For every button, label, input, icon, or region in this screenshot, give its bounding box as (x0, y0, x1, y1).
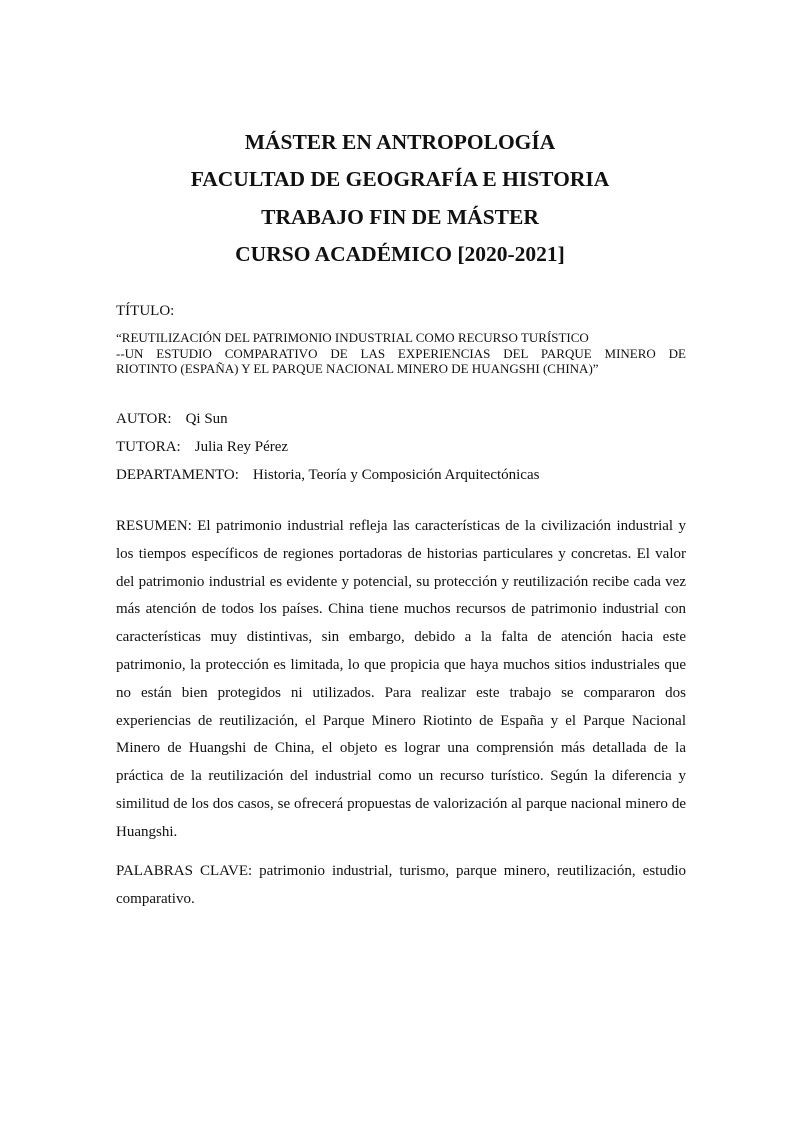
header-work-type: TRABAJO FIN DE MÁSTER (261, 204, 539, 229)
tutor-label: TUTORA: (116, 439, 181, 455)
department-label: DEPARTAMENTO: (116, 467, 239, 483)
header-academic-year: CURSO ACADÉMICO [2020-2021] (235, 241, 565, 266)
department-row (116, 467, 686, 484)
tutor-row (116, 439, 686, 456)
author-row (116, 411, 686, 428)
department-name: Historia, Teoría y Composición Arquitectónicas (252, 467, 540, 483)
thesis-title-line-1: “REUTILIZACIÓN DEL PATRIMONIO INDUSTRIAL COMO RECURSO TURÍSTICO (116, 330, 589, 345)
header-program: MÁSTER EN ANTROPOLOGÍA (244, 130, 556, 154)
author-name: Qi Sun (185, 411, 228, 427)
header-faculty: FACULTAD DE GEOGRAFÍA E HISTORIA (190, 167, 610, 192)
thesis-title-line-2: --UN ESTUDIO COMPARATIVO DE LAS EXPERIENCIAS DEL PARQUE MINERO DE (116, 345, 686, 361)
thesis-title-line-3: RIOTINTO (ESPAÑA) Y EL PARQUE NACIONAL MINERO DE HUANGSHI (CHINA)” (116, 361, 599, 376)
thesis-title (116, 330, 686, 377)
document-header (0, 124, 800, 273)
tutor-name: Julia Rey Pérez (194, 439, 289, 455)
author-label: AUTOR: (116, 411, 172, 427)
keywords-paragraph: PALABRAS CLAVE: patrimonio industrial, turismo, parque minero, reutilización, estudio comparativo. (116, 863, 686, 907)
title-label: TÍTULO: (116, 303, 175, 319)
summary-paragraph: RESUMEN: El patrimonio industrial refleja las características de la civilización industrial y los tiempos específicos de regiones portadoras de historias particulares y concretas. El valor del patrimonio industrial es evidente y potencial, su protección y reutilización recibe cada vez más atención de todos los países. China tiene muchos recursos de patrimonio industrial con características muy distintivas, sin embargo, debido a la falta de atención hacia este patrimonio, la protección es limitada, lo que propicia que haya muchos sitios industriales que no están bien protegidos ni utilizados. Para realizar este trabajo se compararon dos experiencias de reutilización, el Parque Minero Riotinto de España y el Parque Nacional Minero de Huangshi de China, el objeto es lograr una comprensión más detallada de la práctica de la reutilización del industrial como un recurso turístico. Según la diferencia y similitud de los dos casos, se ofrecerá propuestas de valorización al parque nacional minero de Huangshi. (116, 518, 686, 840)
